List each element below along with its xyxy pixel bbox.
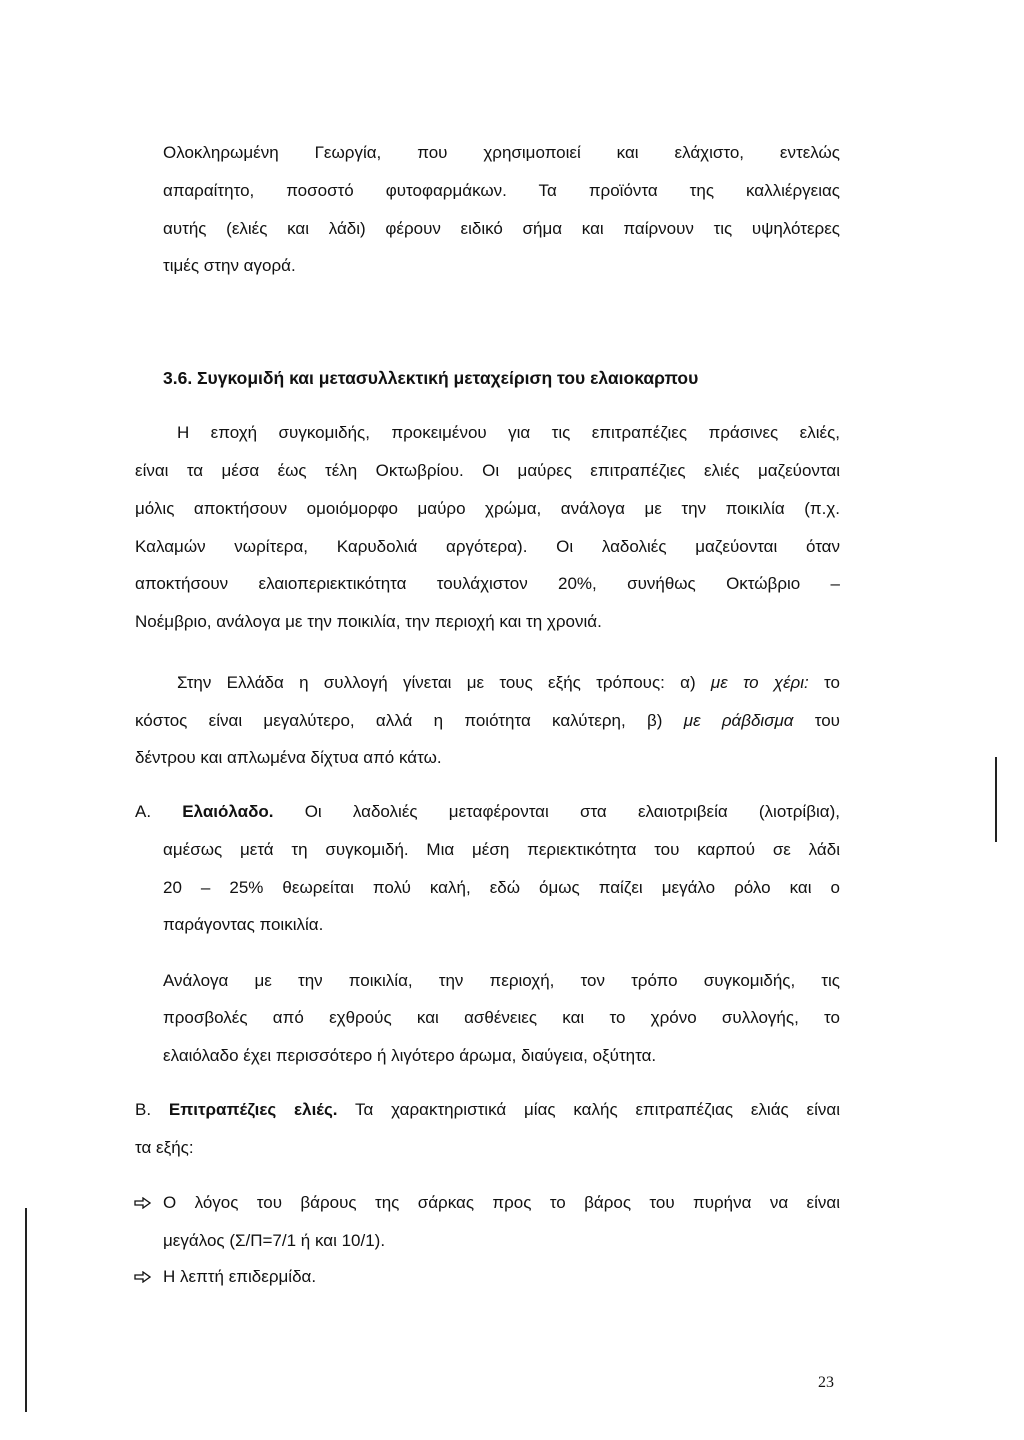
olive-oil-quality-line: προσβολές από εχθρούς και ασθένειες και το χρόνο συλλογής, το	[163, 1008, 840, 1027]
olive-oil-section-line	[135, 793, 840, 831]
harvest-methods-line: δέντρου και απλωμένα δίχτυα από κάτω.	[135, 748, 442, 767]
olive-oil-quality-line: Ανάλογα με την ποικιλία, την περιοχή, τον τρόπο συγκομιδής, τις	[163, 971, 840, 990]
scan-artifact-line-left	[25, 1208, 27, 1412]
harvest-season-line: μόλις αποκτήσουν ομοιόμορφο μαύρο χρώμα, ανάλογα με την ποικιλία (π.χ.	[135, 499, 840, 518]
table-olives-section-line	[135, 1091, 840, 1129]
harvest-methods-text: κόστος είναι μεγαλύτερο, αλλά η ποιότητα καλύτερη, β)	[135, 711, 663, 730]
outline-right-arrow-icon	[134, 1271, 151, 1283]
table-olives-section-title: Επιτραπέζιες ελιές.	[168, 1100, 338, 1119]
olive-oil-section-line: 20 – 25% θεωρείται πολύ καλή, εδώ όμως παίζει μεγάλο ρόλο και ο	[163, 878, 840, 897]
intro-paragraph-line: αυτής (ελιές και λάδι) φέρουν ειδικό σήμα και παίρνουν τις υψηλότερες	[163, 219, 840, 238]
outline-right-arrow-icon	[134, 1197, 151, 1209]
olive-oil-quality-line: ελαιόλαδο έχει περισσότερο ή λιγότερο άρωμα, διαύγεια, οξύτητα.	[163, 1046, 657, 1065]
section-heading: 3.6. Συγκομιδή και μετασυλλεκτική μεταχείριση του ελαιοκαρπου	[163, 368, 699, 388]
harvest-methods-text: του	[814, 711, 840, 730]
table-olives-section-label: Β.	[135, 1100, 152, 1119]
intro-paragraph-line: απαραίτητο, ποσοστό φυτοφαρμάκων. Τα προϊόντα της καλλιέργειας	[163, 181, 840, 200]
harvest-season-line: Καλαμών νωρίτερα, Καρυδολιά αργότερα). Οι λαδολιές μαζεύονται όταν	[135, 537, 840, 556]
olive-oil-section-line: αμέσως μετά τη συγκομιδή. Μια μέση περιεκτικότητα του καρπού σε λάδι	[163, 840, 840, 859]
page-number: 23	[818, 1374, 834, 1391]
beating-term: με ράβδισμα	[683, 711, 794, 730]
harvest-methods-text: το	[824, 673, 840, 692]
list-item-line: Η λεπτή επιδερμίδα.	[163, 1267, 317, 1286]
olive-oil-section-title: Ελαιόλαδο.	[182, 802, 274, 821]
table-olives-section-line: τα εξής:	[135, 1138, 194, 1157]
intro-paragraph-line: τιμές στην αγορά.	[163, 256, 296, 275]
scan-artifact-line-right	[995, 757, 997, 842]
hand-picking-term: με το χέρι:	[710, 673, 809, 692]
harvest-methods-line	[177, 664, 840, 702]
olive-oil-section-label: Α.	[135, 802, 152, 821]
table-olives-section-text: Τα χαρακτηριστικά μίας καλής επιτραπέζιας ελιάς είναι	[355, 1100, 840, 1119]
harvest-season-line: Νοέμβριο, ανάλογα με την ποικιλία, την περιοχή και τη χρονιά.	[135, 612, 602, 631]
list-item-line: Ο λόγος του βάρους της σάρκας προς το βάρος του πυρήνα να είναι	[163, 1193, 840, 1212]
harvest-season-line: Η εποχή συγκομιδής, προκειμένου για τις επιτραπέζιες πράσινες ελιές,	[177, 423, 840, 442]
olive-oil-section-text: Οι λαδολιές μεταφέρονται στα ελαιοτριβεία (λιοτρίβια),	[304, 802, 840, 821]
list-item-line: μεγάλος (Σ/Π=7/1 ή και 10/1).	[163, 1231, 386, 1250]
harvest-methods-line	[135, 702, 840, 740]
olive-oil-section-line: παράγοντας ποικιλία.	[163, 915, 324, 934]
harvest-season-line: αποκτήσουν ελαιοπεριεκτικότητα τουλάχιστον 20%, συνήθως Οκτώβριο –	[135, 574, 840, 593]
harvest-season-line: είναι τα μέσα έως τέλη Οκτωβρίου. Οι μαύρες επιτραπέζιες ελιές μαζεύονται	[135, 461, 840, 480]
intro-paragraph-line: Ολοκληρωμένη Γεωργία, που χρησιμοποιεί και ελάχιστο, εντελώς	[163, 143, 840, 162]
harvest-methods-text: Στην Ελλάδα η συλλογή γίνεται με τους εξής τρόπους: α)	[177, 673, 696, 692]
